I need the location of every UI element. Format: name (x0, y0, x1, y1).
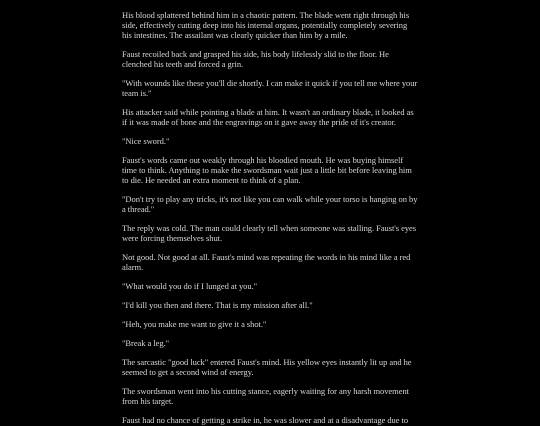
paragraph: "Nice sword." (122, 135, 170, 146)
paragraph: "With wounds like these you'll die shortly. I can make it quick if you tell me where your team is." (122, 77, 418, 98)
paragraph: "Break a leg." (122, 338, 170, 349)
paragraph: Faust had no chance of getting a strike in, he was slower and at a disadvantage due to (122, 415, 409, 426)
paragraph: The swordsman went into his cutting stance, eagerly waiting for any harsh movement from his target. (122, 386, 409, 407)
paragraph: "Heh, you make me want to give it a shot." (122, 319, 267, 330)
paragraph: Not good. Not good at all. Faust's mind was repeating the words in his mind like a red alarm. (122, 251, 411, 272)
paragraph: "Don't try to play any tricks, it's not like you can walk while your torso is hanging on by a thread." (122, 193, 418, 214)
paragraph: Faust's words came out weakly through his bloodied mouth. He was buying himself time to think. Anything to make the swordsman wait just a little bit before leaving him to die. He needed an extra moment to think of a plan. (122, 155, 412, 185)
paragraph: His blood splattered behind him in a chaotic pattern. The blade went right through his side, effectively cutting deep into his internal organs, potentially completely severing his intestines. The assailant was clearly quicker than him by a mile. (122, 10, 410, 40)
paragraph: "I'd kill you then and there. That is my mission after all." (122, 300, 313, 310)
paragraph: His attacker said while pointing a blade at him. It wasn't an ordinary blade, it looked as if it was made of bone and the engravings on it gave away the pride of it's creator. (122, 106, 414, 127)
paragraph: Faust recoiled back and grasped his side, his body lifelessly slid to the floor. He clenched his teeth and forced a grin. (122, 48, 389, 69)
paragraph: "What would you do if I lunged at you." (122, 280, 258, 291)
paragraph: The reply was cold. The man could clearly tell when someone was stalling. Faust's eyes were forcing themselves shut. (122, 222, 417, 243)
paragraph: The sarcastic "good luck" entered Faust's mind. His yellow eyes instantly lit up and he seemed to get a second wind of energy. (122, 357, 412, 378)
story-text-column (122, 10, 418, 426)
